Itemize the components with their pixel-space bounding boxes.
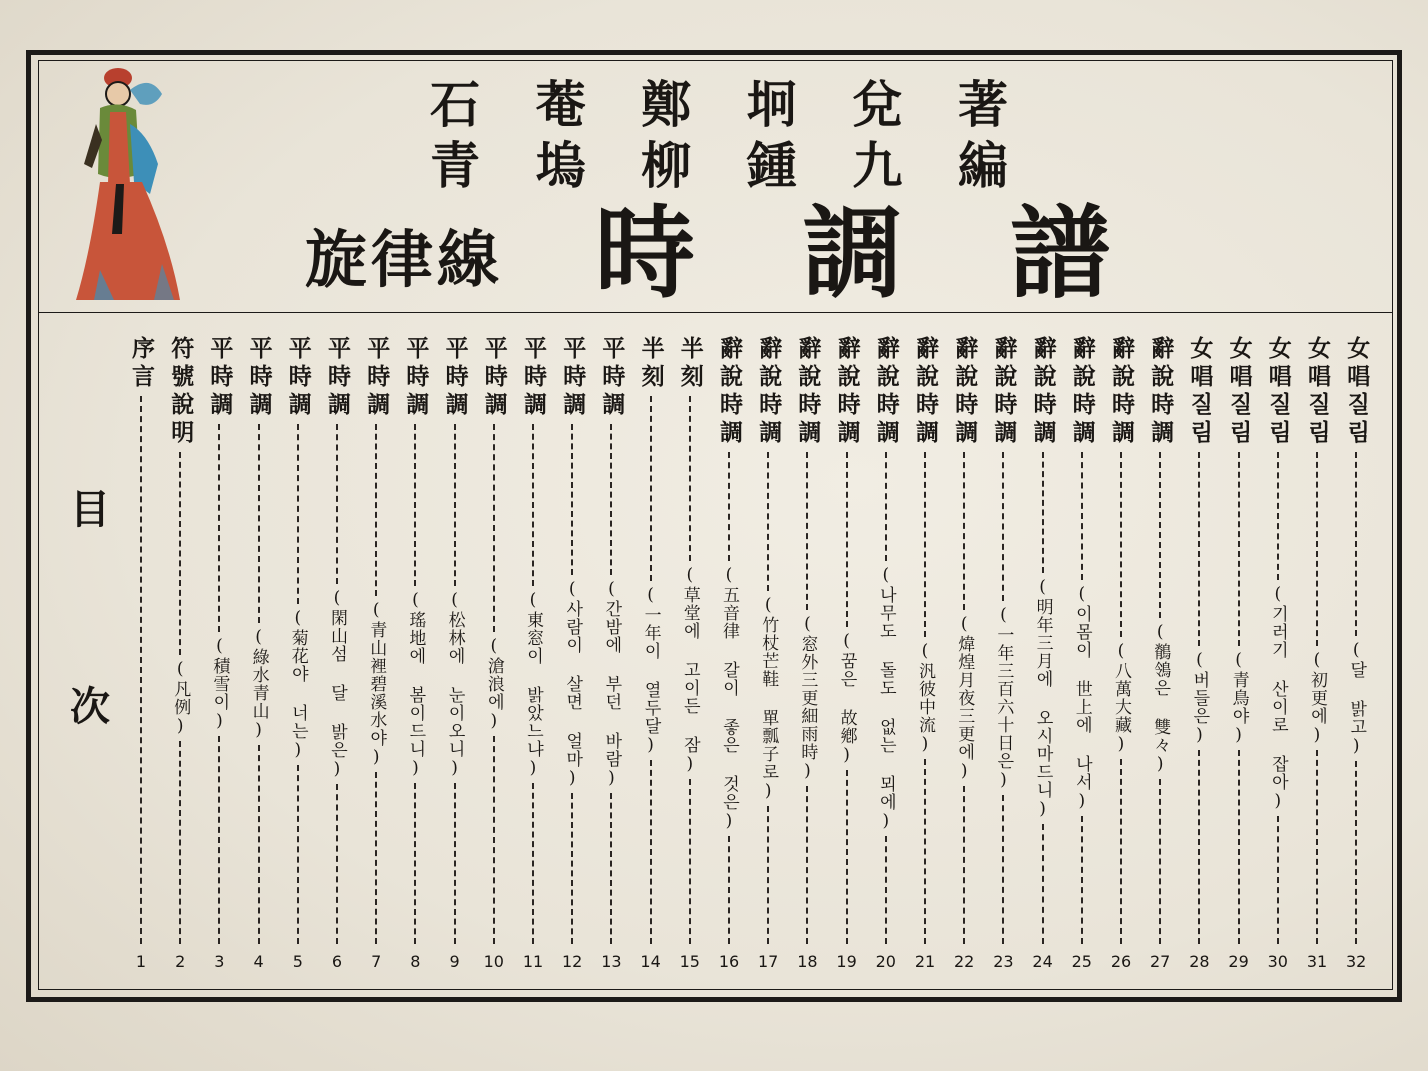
toc-leader-line bbox=[846, 452, 848, 627]
toc-leader-line bbox=[454, 424, 456, 586]
editor-char: 鍾 bbox=[746, 136, 799, 195]
toc-entry bbox=[1183, 336, 1215, 972]
editor-char: 編 bbox=[957, 136, 1010, 195]
toc-heading-bottom: 次 bbox=[70, 683, 110, 730]
toc-entry-label: 平時調 bbox=[402, 336, 430, 420]
toc-leader-line bbox=[336, 424, 338, 584]
toc-leader-line bbox=[414, 424, 416, 586]
toc-page-number: 18 bbox=[797, 952, 818, 971]
toc-leader-line bbox=[1042, 824, 1044, 945]
toc-leader-line bbox=[1081, 816, 1083, 944]
toc-entry bbox=[1340, 336, 1372, 972]
toc-leader-line bbox=[924, 452, 926, 637]
toc-entry-subtitle: (달 밝고) bbox=[1346, 639, 1367, 757]
title-char: 時 bbox=[595, 194, 695, 312]
toc-entry-subtitle: (五音律 갈이 좋은 것은) bbox=[719, 564, 739, 832]
toc-leader-line bbox=[1081, 452, 1083, 580]
toc-entry-subtitle: (窓外三更細雨時) bbox=[797, 614, 818, 782]
toc-page-number: 7 bbox=[371, 952, 382, 971]
toc-entry bbox=[1223, 336, 1255, 972]
toc-entry bbox=[243, 336, 275, 972]
dancing-figure-icon bbox=[70, 64, 190, 310]
toc-page-number: 15 bbox=[679, 952, 700, 971]
toc-leader-line bbox=[532, 783, 534, 945]
toc-entry bbox=[791, 336, 823, 972]
toc-entry bbox=[831, 336, 863, 972]
toc-entry-label: 女唱질림 bbox=[1225, 336, 1253, 448]
toc-entry bbox=[870, 336, 902, 972]
toc-entry-subtitle: (鶺鴒은 雙々) bbox=[1150, 621, 1171, 775]
toc-leader-line bbox=[1198, 452, 1200, 646]
toc-leader-line bbox=[806, 786, 808, 944]
toc-leader-line bbox=[1159, 779, 1161, 945]
toc-entry-subtitle: (煒煌月夜三更에) bbox=[954, 614, 975, 782]
toc-leader-line bbox=[140, 396, 142, 944]
toc-leader-line bbox=[571, 424, 573, 575]
toc-page-number: 19 bbox=[836, 952, 857, 971]
toc-entry-label: 辭說時調 bbox=[755, 336, 783, 448]
toc-leader-line bbox=[1355, 761, 1357, 945]
toc-leader-line bbox=[963, 452, 965, 610]
toc-entry-label: 女唱질림 bbox=[1343, 336, 1371, 448]
toc-leader-line bbox=[689, 396, 691, 561]
main-title bbox=[595, 194, 1110, 312]
toc-entry-subtitle: (初更에) bbox=[1307, 650, 1327, 746]
toc-leader-line bbox=[1002, 795, 1004, 944]
toc-page-number: 22 bbox=[954, 952, 975, 971]
toc-page-number: 32 bbox=[1346, 952, 1367, 971]
toc-page-number: 2 bbox=[175, 952, 186, 971]
toc-heading-top: 目 bbox=[70, 486, 110, 533]
author-char: 兌 bbox=[852, 75, 905, 134]
editor-char: 塢 bbox=[535, 136, 588, 195]
toc-page-number: 10 bbox=[483, 952, 504, 971]
toc-entry bbox=[439, 336, 471, 972]
toc-entry bbox=[674, 336, 706, 972]
toc-leader-line bbox=[963, 786, 965, 944]
toc-page-number: 28 bbox=[1189, 952, 1210, 971]
author-char: 坰 bbox=[746, 75, 799, 134]
toc-leader-line bbox=[375, 424, 377, 596]
toc-page-number: 8 bbox=[410, 952, 421, 971]
toc-entry-subtitle: (青鳥야) bbox=[1228, 650, 1249, 746]
toc-entry-label: 平時調 bbox=[480, 336, 508, 420]
toc-heading bbox=[62, 478, 118, 732]
toc-entry-subtitle: (一年이 열두달) bbox=[640, 584, 661, 756]
toc-leader-line bbox=[1238, 452, 1240, 646]
toc-entry bbox=[360, 336, 392, 972]
toc-entry-label: 女唱질림 bbox=[1264, 336, 1292, 448]
toc-page-number: 26 bbox=[1110, 952, 1132, 971]
toc-entry bbox=[752, 336, 784, 972]
toc-leader-line bbox=[1316, 452, 1318, 646]
toc-leader-line bbox=[846, 770, 848, 945]
toc-entry-subtitle: (凡例) bbox=[170, 659, 191, 737]
toc-entry-label: 辭說時調 bbox=[1029, 336, 1057, 448]
toc-leader-line bbox=[1002, 452, 1004, 601]
toc-page-number: 3 bbox=[214, 952, 225, 971]
toc-entry-label: 辭說時調 bbox=[794, 336, 822, 448]
toc-page-number: 23 bbox=[993, 952, 1014, 971]
toc-leader-line bbox=[1159, 452, 1161, 618]
toc-leader-line bbox=[728, 836, 730, 945]
author-char: 著 bbox=[957, 75, 1010, 134]
toc-entry-subtitle: (青山裡碧溪水야) bbox=[366, 600, 387, 768]
toc-leader-line bbox=[493, 736, 495, 944]
toc-leader-line bbox=[297, 424, 299, 604]
toc-entry-subtitle: (나무도 돌도 없는 뫼에) bbox=[875, 564, 896, 832]
toc-entry-label: 辭說時調 bbox=[1147, 336, 1175, 448]
toc-entry-subtitle: (松林에 눈이오니) bbox=[444, 589, 465, 779]
toc-leader-line bbox=[414, 783, 416, 945]
toc-entry-subtitle: (간밤에 부던 바람) bbox=[601, 579, 622, 789]
toc-page-number: 17 bbox=[758, 952, 779, 971]
toc-leader-line bbox=[179, 741, 181, 944]
toc-page-number: 20 bbox=[875, 952, 896, 971]
toc-leader-line bbox=[1198, 750, 1200, 944]
toc-entry-label: 辭說時調 bbox=[833, 336, 861, 448]
toc-leader-line bbox=[493, 424, 495, 632]
toc-leader-line bbox=[767, 806, 769, 945]
toc-entry bbox=[517, 336, 549, 972]
toc-page-number: 31 bbox=[1306, 952, 1328, 971]
toc-entry-label: 平時調 bbox=[559, 336, 587, 420]
toc-entry-subtitle: (綠水青山) bbox=[248, 627, 269, 741]
toc-entry-label: 辭說時調 bbox=[716, 336, 743, 448]
toc-entry-label: 平時調 bbox=[245, 336, 273, 420]
toc-leader-line bbox=[218, 424, 220, 632]
toc-leader-line bbox=[650, 396, 652, 581]
toc-leader-line bbox=[610, 793, 612, 944]
toc-entry-label: 平時調 bbox=[598, 336, 626, 420]
toc-page-number: 24 bbox=[1032, 952, 1053, 971]
toc-page-number: 21 bbox=[914, 952, 936, 971]
toc-entry bbox=[1301, 336, 1333, 972]
toc-entry-subtitle: (積雪이) bbox=[209, 636, 230, 732]
toc-page-number: 13 bbox=[601, 952, 622, 971]
toc-entry bbox=[1027, 336, 1059, 972]
toc-leader-line bbox=[1042, 452, 1044, 573]
toc-entry-label: 半刻 bbox=[637, 336, 665, 392]
toc-entry-label: 辭說時調 bbox=[1108, 336, 1135, 448]
toc-leader-line bbox=[806, 452, 808, 610]
toc-page-number: 6 bbox=[331, 952, 343, 971]
toc-leader-line bbox=[532, 424, 534, 586]
toc-entry-label: 辭說時調 bbox=[912, 336, 939, 448]
toc-leader-line bbox=[1355, 452, 1357, 636]
toc-leader-line bbox=[1238, 750, 1240, 944]
toc-entry-subtitle: (滄浪에) bbox=[483, 636, 504, 732]
toc-leader-line bbox=[179, 452, 181, 655]
toc-leader-line bbox=[885, 836, 887, 945]
toc-leader-line bbox=[258, 745, 260, 944]
toc-entry bbox=[1066, 336, 1098, 972]
toc-entry-subtitle: (기러기 산이로 잡아) bbox=[1267, 584, 1288, 812]
toc-leader-line bbox=[1277, 452, 1279, 580]
toc-entry-subtitle: (閑山섬 달 밝은) bbox=[327, 588, 347, 780]
toc-leader-line bbox=[689, 779, 691, 944]
author-char: 菴 bbox=[535, 75, 588, 134]
toc-leader-line bbox=[924, 759, 926, 944]
editor-line bbox=[430, 133, 1010, 195]
editor-char: 青 bbox=[430, 136, 482, 195]
toc-page-number: 29 bbox=[1228, 952, 1249, 971]
toc-entry bbox=[635, 336, 667, 972]
toc-entry bbox=[125, 336, 157, 972]
editor-char: 柳 bbox=[641, 136, 694, 195]
editor-char: 九 bbox=[852, 136, 905, 195]
toc-leader-line bbox=[767, 452, 769, 591]
toc-entry-subtitle: (草堂에 고이든 잠) bbox=[679, 565, 700, 775]
toc-entry-subtitle: (一年三百六十日은) bbox=[993, 605, 1014, 791]
header-divider bbox=[38, 312, 1393, 313]
toc-page-number: 12 bbox=[562, 952, 583, 971]
toc-entry-label: 符號說明 bbox=[167, 336, 195, 448]
toc-leader-line bbox=[728, 452, 730, 561]
toc-entry bbox=[1105, 336, 1137, 972]
toc-leader-line bbox=[1120, 759, 1122, 944]
toc-entry-label: 辭說時調 bbox=[1068, 336, 1096, 448]
author-line bbox=[430, 72, 1010, 134]
toc-entry-label: 平時調 bbox=[284, 336, 312, 420]
toc-entry-subtitle: (汎彼中流) bbox=[915, 641, 935, 755]
toc-entry-subtitle: (사람이 살면 얼마) bbox=[562, 579, 583, 789]
toc-page-number: 16 bbox=[718, 952, 740, 971]
toc-entry bbox=[1262, 336, 1294, 972]
toc-entry bbox=[478, 336, 510, 972]
toc-entry-subtitle: (瑤地에 봄이드니) bbox=[405, 589, 426, 779]
toc-leader-line bbox=[1316, 750, 1318, 944]
toc-leader-line bbox=[297, 765, 299, 945]
toc-leader-line bbox=[1277, 816, 1279, 944]
toc-entry-label: 辭說時調 bbox=[951, 336, 979, 448]
toc-entry-subtitle: (竹杖芒鞋 單瓢子로) bbox=[758, 594, 779, 802]
toc-entry-subtitle: (꿈은 故鄕) bbox=[836, 630, 857, 766]
toc-entry bbox=[987, 336, 1019, 972]
toc-leader-line bbox=[258, 424, 260, 623]
toc-entry bbox=[595, 336, 627, 972]
toc-entry-label: 女唱질림 bbox=[1186, 336, 1214, 448]
toc-leader-line bbox=[650, 760, 652, 945]
toc-leader-line bbox=[571, 793, 573, 944]
toc-leader-line bbox=[375, 772, 377, 944]
toc-leader-line bbox=[610, 424, 612, 575]
toc-entry-label: 辭說時調 bbox=[990, 336, 1018, 448]
toc-entry-subtitle: (버들은) bbox=[1189, 650, 1210, 746]
toc-entry bbox=[556, 336, 588, 972]
toc-page-number: 9 bbox=[449, 952, 460, 971]
toc-entry-label: 平時調 bbox=[363, 336, 391, 420]
toc-entry-label: 辭說時調 bbox=[872, 336, 900, 448]
toc-page-number: 4 bbox=[253, 952, 264, 971]
toc-entry-subtitle: (菊花야 너는) bbox=[287, 607, 308, 761]
title-prefix: 旋律線 bbox=[305, 223, 504, 296]
toc-entry-subtitle: (明年三月에 오시마드니) bbox=[1032, 576, 1053, 820]
toc-entry-label: 平時調 bbox=[520, 336, 547, 420]
toc-entry bbox=[1144, 336, 1176, 972]
toc-leader-line bbox=[885, 452, 887, 561]
author-char: 鄭 bbox=[641, 75, 694, 134]
toc-leader-line bbox=[218, 736, 220, 944]
toc-page-number: 27 bbox=[1150, 952, 1171, 971]
author-char: 石 bbox=[430, 75, 482, 134]
toc-page-number: 1 bbox=[135, 952, 147, 971]
toc-entry-subtitle: (이몸이 世上에 나서) bbox=[1071, 584, 1092, 812]
toc-entry-label: 平時調 bbox=[206, 336, 234, 420]
toc-page-number: 30 bbox=[1267, 952, 1288, 971]
toc-entry bbox=[321, 336, 353, 972]
toc-entry bbox=[948, 336, 980, 972]
toc-page-number: 14 bbox=[640, 952, 661, 971]
title-char: 譜 bbox=[1010, 194, 1110, 312]
toc-entry bbox=[909, 336, 941, 972]
toc-leader-line bbox=[1120, 452, 1122, 637]
title-char: 調 bbox=[802, 194, 903, 312]
toc-entry bbox=[282, 336, 314, 972]
toc-leader-line bbox=[336, 784, 338, 944]
toc-entry-label: 序言 bbox=[128, 336, 155, 392]
toc-leader-line bbox=[454, 783, 456, 945]
toc-entry-label: 平時調 bbox=[441, 336, 469, 420]
toc-entry-subtitle: (八萬大藏) bbox=[1111, 641, 1131, 755]
toc-entry-label: 半刻 bbox=[676, 336, 704, 392]
toc-page-number: 11 bbox=[522, 952, 544, 971]
toc-entry bbox=[713, 336, 745, 972]
toc-page-number: 5 bbox=[292, 952, 303, 971]
toc-entry bbox=[399, 336, 431, 972]
toc-entry-label: 平時調 bbox=[324, 336, 351, 420]
toc-entry bbox=[203, 336, 235, 972]
toc-entry bbox=[164, 336, 196, 972]
toc-entry-subtitle: (東窓이 밝았느냐) bbox=[523, 589, 543, 779]
toc-entry-label: 女唱질림 bbox=[1304, 336, 1331, 448]
toc-page-number: 25 bbox=[1071, 952, 1092, 971]
